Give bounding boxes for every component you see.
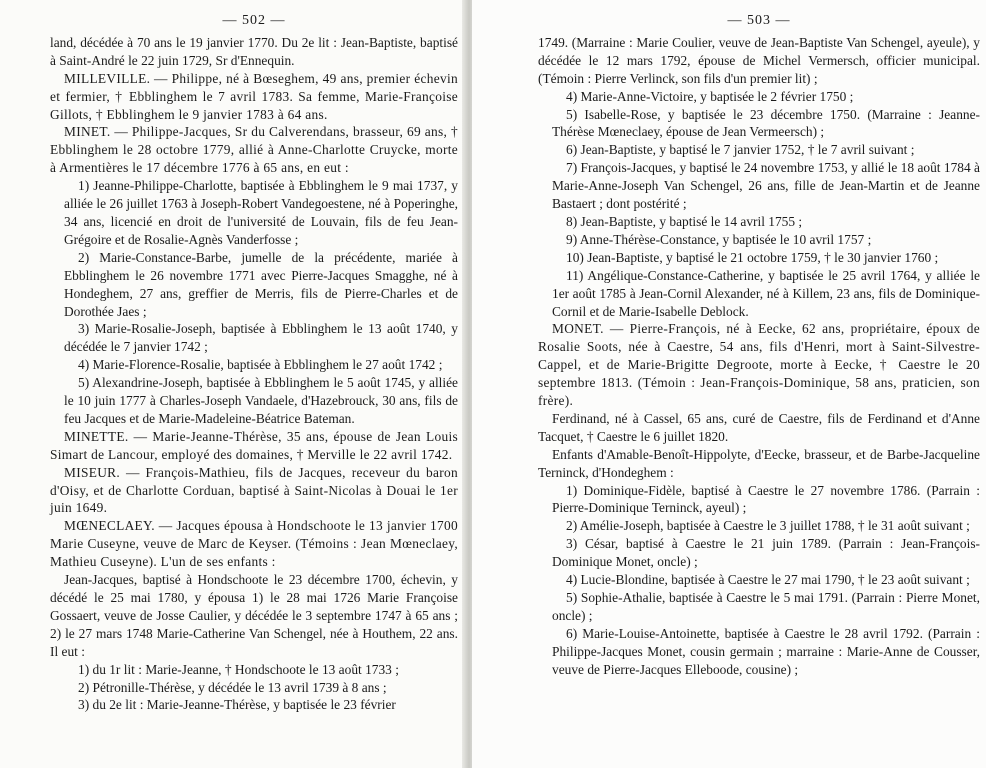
entry-milleville: MILLEVILLE. — Philippe, né à Bœseghem, 49 ans, premier échevin et fermier, † Ebblinghem le 7 avril 1783. Sa femme, Marie-Françoise Gillots, † Ebblinghem le 9 janvier 1783 à 64 ans. (50, 70, 458, 122)
monet-ferdinand: Ferdinand, né à Cassel, 65 ans, curé de Caestre, fils de Ferdinand et d'Anne Tacquet, † Caestre le 6 juillet 1820. (538, 410, 980, 444)
moeneclaey-child-3: 3) du 2e lit : Marie-Jeanne-Thérèse, y baptisée le 23 février (78, 697, 396, 713)
minet-child-5: 5) Alexandrine-Joseph, baptisée à Ebblinghem le 5 août 1745, y alliée le 10 juin 1777 à Charles-Joseph Vandaele, d'Hazebrouck, 30 ans, fils de feu Jacques et de Marie-Madeleine-Béatrice Bateman. (64, 375, 458, 426)
monet-child-5: 5) Sophie-Athalie, baptisée à Caestre le 5 mai 1791. (Parrain : Pierre Monet, oncle) ; (552, 590, 980, 623)
moeneclaey-child-6: 6) Jean-Baptiste, y baptisé le 7 janvier 1752, † le 7 avril suivant ; (566, 142, 915, 158)
left-paragraph-1: land, décédée à 70 ans le 19 janvier 1770. Du 2e lit : Jean-Baptiste, baptisé à Saint-André le 22 juin 1729, Sr d'Ennequin. (50, 34, 458, 68)
entry-monet: MONET. — Pierre-François, né à Eecke, 62 ans, propriétaire, époux de Rosalie Soots, née à Caestre, 54 ans, fils d'Henri, mort à Saint-Silvestre-Cappel, et de Marie-Brigitte Degroote, morte à Eecke, † Caestre le 20 septembre 1813. (Témoin : Jean-François-Dominique, 58 ans, praticien, son frère). (538, 321, 980, 409)
monet-children-intro: Enfants d'Amable-Benoît-Hippolyte, d'Eecke, brasseur, et de Barbe-Jacqueline Terninck, d'Hondeghem : (538, 446, 980, 480)
minet-child-1: 1) Jeanne-Philippe-Charlotte, baptisée à Ebblinghem le 9 mai 1737, y alliée le 26 juillet 1763 à Joseph-Robert Vandegoestene, né à Poperinghe, 34 ans, licencié en droit de l'université de Louvain, fils de feu Jean-Grégoire et de Rosalie-Agnès Vanderfosse ; (64, 178, 458, 247)
entry-minette: MINETTE. — Marie-Jeanne-Thérèse, 35 ans, épouse de Jean Louis Simart de Lancour, employé des domaines, † Merville le 22 avril 1742. (50, 428, 458, 462)
left-page (0, 0, 466, 768)
moeneclaey-child-9: 9) Anne-Thérèse-Constance, y baptisée le 10 avril 1757 ; (566, 231, 872, 247)
entry-miseur: MISEUR. — François-Mathieu, fils de Jacques, receveur du baron d'Oisy, et de Charlotte Corduan, baptisé à Saint-Nicolas à Douai le 1er juin 1649. (50, 464, 458, 516)
moeneclaey-child-11: 11) Angélique-Constance-Catherine, y baptisée le 25 avril 1764, y alliée le 1er août 1785 à Jean-Cornil Alexander, né à Killem, 23 ans, fils de Dominique-Cornil et de Marie-Isabelle Deblock. (552, 267, 980, 319)
entry-moeneclaey: MŒNECLAEY. — Jacques épousa à Hondschoote le 13 janvier 1700 Marie Cuseyne, veuve de Marc de Keyser. (Témoins : Jean Mœneclaey, Mathieu Cuseyne). L'un de ses enfants : (50, 518, 458, 570)
page-number-502: — 502 — (222, 13, 286, 28)
monet-child-1: 1) Dominique-Fidèle, baptisé à Caestre le 27 novembre 1786. (Parrain : Pierre-Dominique Terninck, ayeul) ; (552, 482, 980, 516)
monet-child-4: 4) Lucie-Blondine, baptisée à Caestre le 27 mai 1790, † le 23 août suivant ; (566, 572, 970, 588)
moeneclaey-child-5: 5) Isabelle-Rose, y baptisée le 23 décembre 1750. (Marraine : Jeanne-Thérèse Mœneclaey, épouse de Jean Vermeersch) ; (552, 106, 980, 140)
monet-child-3: 3) César, baptisé à Caestre le 21 juin 1789. (Parrain : Jean-François-Dominique Monet, oncle) ; (552, 536, 980, 570)
minet-child-4: 4) Marie-Florence-Rosalie, baptisée à Ebblinghem le 27 août 1742 ; (78, 357, 443, 373)
moeneclaey-child-4: 4) Marie-Anne-Victoire, y baptisée le 2 février 1750 ; (566, 88, 854, 104)
monet-child-2: 2) Amélie-Joseph, baptisée à Caestre le 3 juillet 1788, † le 31 août suivant ; (566, 518, 970, 534)
minet-child-3: 3) Marie-Rosalie-Joseph, baptisée à Ebblinghem le 13 août 1740, y décédée le 7 janvier 1742 ; (64, 321, 458, 355)
moeneclaey-child-7: 7) François-Jacques, y baptisé le 24 novembre 1753, y allié le 18 août 1784 à Marie-Anne-Joseph Van Schengel, 26 ans, fille de Jean-Martin et de Jeanne Bastaert ; dont postérité ; (552, 160, 980, 212)
monet-child-6: 6) Marie-Louise-Antoinette, baptisée à Caestre le 28 avril 1792. (Parrain : Philippe-Jacques Monet, cousin germain ; marraine : Marie-Anne de Cousser, veuve de Pierre-Jacques Elleboode, cousine) ; (552, 625, 980, 677)
moeneclaey-child-10: 10) Jean-Baptiste, y baptisé le 21 octobre 1759, † le 30 janvier 1760 ; (566, 249, 939, 265)
right-paragraph-1: 1749. (Marraine : Marie Coulier, veuve de Jean-Baptiste Van Schengel, ayeule), y décédée le 12 mars 1792, épouse de Michel Vermersch, officier municipal. (Témoin : Pierre Verlinck, son fils d'un premier lit) ; (538, 34, 980, 86)
right-page (472, 0, 986, 768)
moeneclaey-child-2: 2) Pétronille-Thérèse, y décédée le 13 avril 1739 à 8 ans ; (78, 679, 387, 695)
moeneclaey-child-8: 8) Jean-Baptiste, y baptisé le 14 avril 1755 ; (566, 213, 803, 229)
minet-child-2: 2) Marie-Constance-Barbe, jumelle de la précédente, mariée à Ebblinghem le 26 novembre 1771 avec Pierre-Jacques Smagghe, né à Hondeghem, 27 ans, greffier de Merris, fils de Pierre-Charles et de Dorothée Jaes ; (64, 249, 458, 319)
moeneclaey-jean-jacques: Jean-Jacques, baptisé à Hondschoote le 23 décembre 1700, échevin, y décédé le 25 mai 1780, y épousa 1) le 28 mai 1726 Marie Françoise Gossaert, veuve de Josse Caulier, y décédée le 3 septembre 1747 à 65 ans ; 2) le 27 mars 1748 Marie-Catherine Van Schengel, née à Houthem, 22 ans. Il eut : (50, 572, 458, 659)
page-number-503: — 503 — (727, 13, 791, 28)
entry-minet: MINET. — Philippe-Jacques, Sr du Calverendans, brasseur, 69 ans, † Ebblinghem le 28 octobre 1779, allié à Anne-Charlotte Cruycke, morte à Armentières le 17 décembre 1776 à 65 ans, en eut : (50, 124, 458, 176)
moeneclaey-child-1: 1) du 1r lit : Marie-Jeanne, † Hondschoote le 13 août 1733 ; (78, 661, 399, 677)
